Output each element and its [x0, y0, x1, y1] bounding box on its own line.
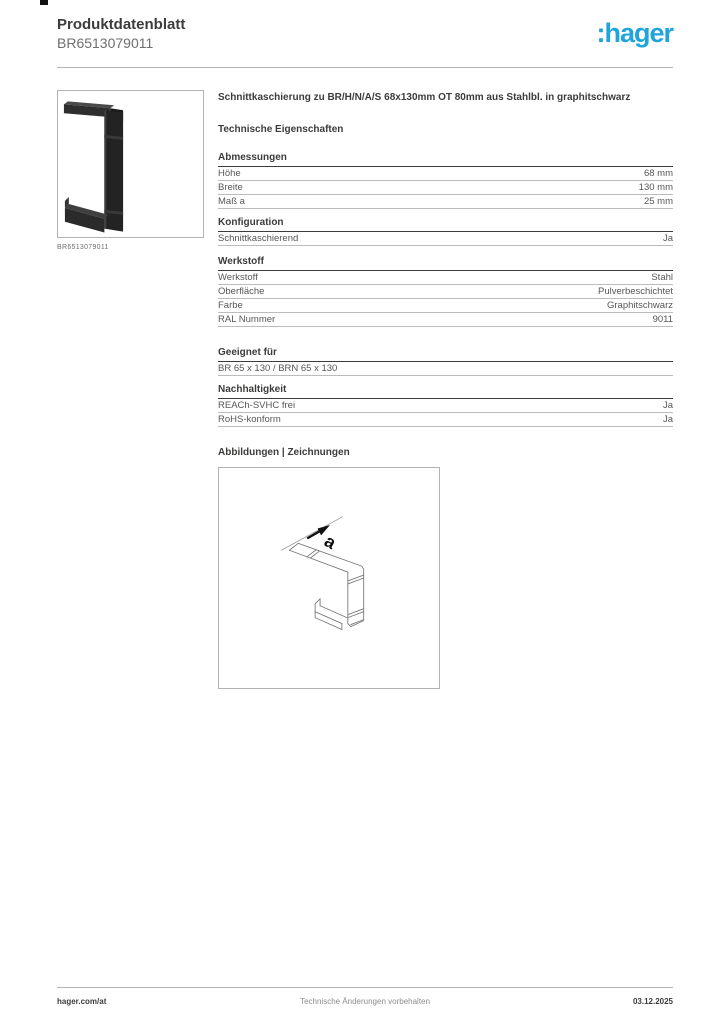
row-label: Oberfläche	[218, 285, 265, 297]
row-value: Ja	[662, 232, 673, 244]
footer-divider	[57, 987, 673, 988]
table-row	[218, 313, 673, 327]
row-value: Graphitschwarz	[607, 299, 673, 311]
footer-notice: Technische Änderungen vorbehalten	[300, 997, 430, 1006]
table-row	[218, 299, 673, 313]
section-nachhaltigkeit	[218, 384, 673, 427]
footer-website: hager.com/at	[57, 997, 107, 1006]
row-label: Maß a	[218, 195, 245, 207]
technical-drawing-frame	[218, 467, 440, 689]
row-value: Ja	[662, 399, 673, 411]
row-value: 25 mm	[643, 195, 673, 207]
section-heading: Abmessungen	[218, 152, 673, 167]
bracket-outline	[289, 543, 363, 629]
row-label: BR 65 x 130 / BRN 65 x 130	[218, 362, 338, 374]
product-code: BR6513079011	[57, 35, 154, 51]
drawings-heading: Abbildungen | Zeichnungen	[218, 447, 350, 458]
dimension-label: a	[321, 530, 340, 553]
product-photo	[58, 91, 203, 237]
section-geeignet-fuer	[218, 347, 673, 376]
row-label: RoHS-konform	[218, 413, 281, 425]
table-row	[218, 413, 673, 427]
table-row	[218, 271, 673, 285]
table-row	[218, 232, 673, 246]
row-value: 68 mm	[643, 167, 673, 179]
row-value: Pulverbeschichtet	[598, 285, 673, 297]
footer-date: 03.12.2025	[632, 997, 673, 1006]
hager-logo: :hager	[596, 18, 673, 48]
table-row	[218, 195, 673, 209]
row-value: Stahl	[651, 271, 673, 283]
product-photo-caption: BR6513079011	[57, 244, 109, 251]
row-value: 9011	[652, 313, 673, 325]
row-label: Breite	[218, 181, 243, 193]
section-abmessungen	[218, 152, 673, 209]
table-row	[218, 362, 673, 376]
row-label: Farbe	[218, 299, 243, 311]
content-column	[218, 92, 673, 689]
section-heading: Werkstoff	[218, 256, 673, 271]
row-label: Höhe	[218, 167, 241, 179]
section-werkstoff	[218, 256, 673, 327]
print-crop-mark	[40, 0, 48, 5]
row-value: 130 mm	[638, 181, 673, 193]
product-photo-frame	[57, 90, 204, 238]
table-row	[218, 399, 673, 413]
section-heading: Geeignet für	[218, 347, 673, 362]
row-label: Schnittkaschierend	[218, 232, 299, 244]
technical-drawing	[219, 468, 439, 688]
section-heading: Konfiguration	[218, 217, 673, 232]
table-row	[218, 181, 673, 195]
table-row	[218, 285, 673, 299]
property-sections	[218, 152, 673, 427]
section-heading: Nachhaltigkeit	[218, 384, 673, 399]
header-divider	[57, 67, 673, 68]
dimension-arrow-icon	[307, 525, 330, 538]
table-row	[218, 167, 673, 181]
row-label: REACh-SVHC frei	[218, 399, 296, 411]
page-title: Produktdatenblatt	[57, 16, 186, 33]
row-value: Ja	[662, 413, 673, 425]
row-label: RAL Nummer	[218, 313, 276, 325]
product-description: Schnittkaschierung zu BR/H/N/A/S 68x130mm OT 80mm aus Stahlbl. in graphitschwarz	[218, 92, 631, 103]
row-label: Werkstoff	[218, 271, 258, 283]
properties-title: Technische Eigenschaften	[218, 124, 344, 135]
section-konfiguration	[218, 217, 673, 246]
